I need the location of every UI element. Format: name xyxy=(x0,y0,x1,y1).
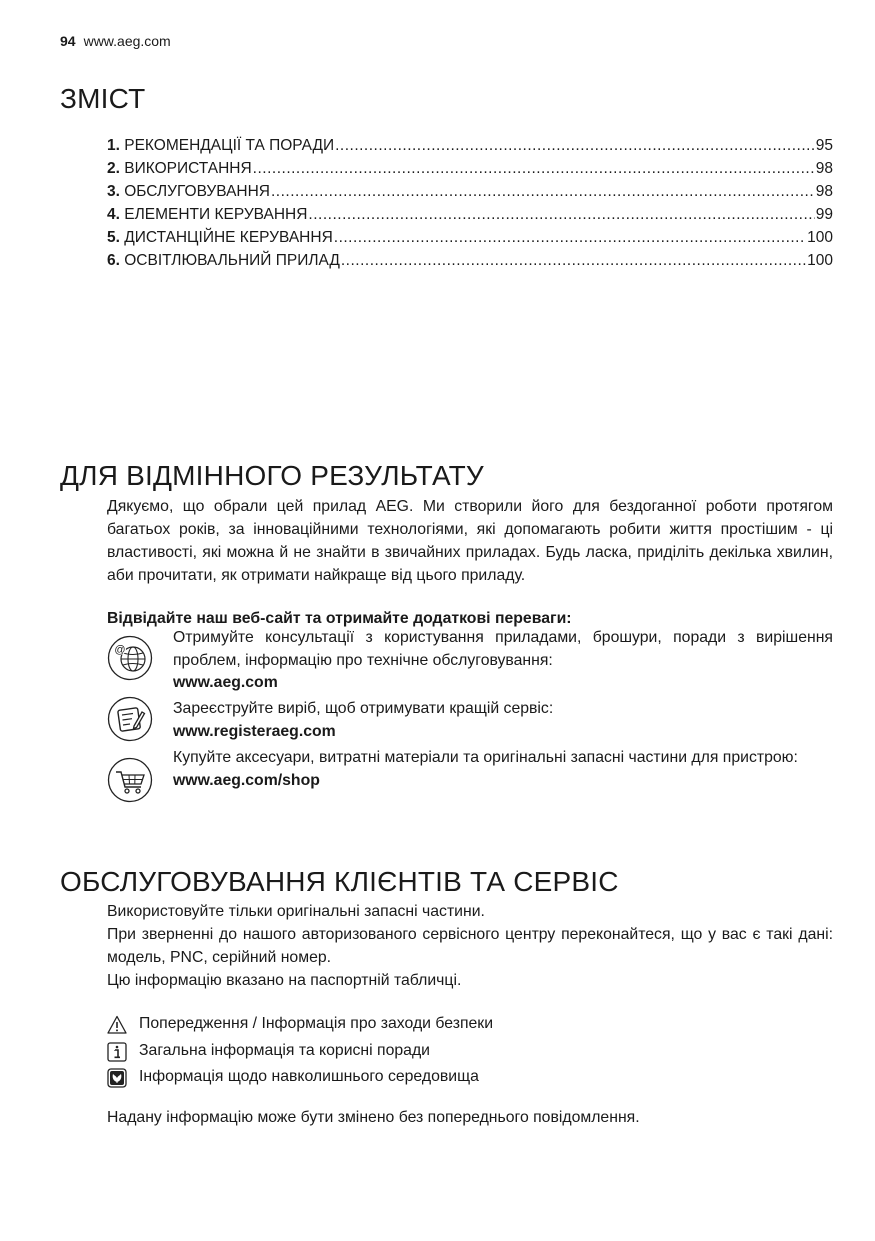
legend-text: Попередження / Інформація про заходи безпеки xyxy=(139,1015,494,1032)
results-title: ДЛЯ ВІДМІННОГО РЕЗУЛЬТАТУ xyxy=(60,460,484,491)
service-title: ОБСЛУГОВУВАННЯ КЛІЄНТІВ ТА СЕРВІС xyxy=(60,866,619,897)
service-line-2: При зверненні до нашого авторизованого сервісного центру переконайтеся, що у вас є такі дані: модель, PNC, серійний номер. xyxy=(107,926,833,966)
legend-text: Інформація щодо навколишнього середовища xyxy=(139,1068,479,1085)
web-item-text: Отримуйте консультації з користування приладами, брошури, поради з вирішення проблем, інформацію про технічне обслуговування: xyxy=(173,629,833,669)
contents-title: ЗМІСТ xyxy=(60,83,146,114)
web-item-link[interactable]: www.aeg.com xyxy=(173,674,278,691)
toc-item[interactable] xyxy=(107,160,833,183)
toc-item-page: 100 xyxy=(807,252,833,269)
toc-item-page: 99 xyxy=(815,206,833,223)
toc-item-number: 6. xyxy=(107,252,120,269)
toc-item-label: РЕКОМЕНДАЦІЇ ТА ПОРАДИ xyxy=(124,137,335,154)
visit-heading: Відвідайте наш веб-сайт та отримайте додаткові переваги: xyxy=(107,610,572,627)
toc-item-label: ВИКОРИСТАННЯ xyxy=(124,160,252,177)
service-line-3: Цю інформацію вказано на паспортній табличці. xyxy=(107,972,462,989)
web-item-text: Купуйте аксесуари, витратні матеріали та оригінальні запасні частини для пристрою: xyxy=(173,749,798,766)
shopping-cart-icon xyxy=(107,757,153,803)
change-notice: Надану інформацію може бути змінено без попереднього повідомлення. xyxy=(107,1109,640,1126)
toc-item-number: 2. xyxy=(107,160,120,177)
toc-item-label: ДИСТАНЦІЙНЕ КЕРУВАННЯ xyxy=(124,229,333,246)
toc-item-label: ОБСЛУГОВУВАННЯ xyxy=(124,183,270,200)
service-line-1: Використовуйте тільки оригінальні запасні частини. xyxy=(107,903,485,920)
svg-text:@: @ xyxy=(114,644,126,656)
web-item-link[interactable]: www.registeraeg.com xyxy=(173,722,336,740)
toc-item-number: 4. xyxy=(107,206,120,223)
toc-item-page: 98 xyxy=(815,160,833,177)
register-form-icon xyxy=(107,696,153,742)
page-header xyxy=(60,33,171,49)
header-site: www.aeg.com xyxy=(83,33,171,49)
toc-item-page: 100 xyxy=(807,229,833,246)
toc-item[interactable] xyxy=(107,137,833,160)
toc-item[interactable] xyxy=(107,229,833,252)
toc-item[interactable] xyxy=(107,252,833,275)
table-of-contents xyxy=(107,137,833,275)
legend-text: Загальна інформація та корисні поради xyxy=(139,1041,431,1059)
globe-at-icon xyxy=(107,635,153,681)
toc-item[interactable] xyxy=(107,206,833,229)
toc-item[interactable] xyxy=(107,183,833,206)
toc-item-number: 1. xyxy=(107,137,120,154)
web-item-link[interactable]: www.aeg.com/shop xyxy=(173,771,320,789)
toc-item-number: 5. xyxy=(107,229,120,246)
warning-triangle-icon xyxy=(107,1015,127,1035)
intro-paragraph: Дякуємо, що обрали цей прилад AEG. Ми створили його для бездоганної роботи протягом багатьох років, за інноваційними технологіями, які допомагають робити життя простішим - ці властивості, які можна й не знайти в звичайних приладах. Будь ласка, приділіть декілька хвилин, аби прочитати, як отримати найкраще від цього приладу. xyxy=(107,498,833,584)
toc-item-number: 3. xyxy=(107,183,120,200)
toc-item-page: 98 xyxy=(815,183,833,200)
page-number: 94 xyxy=(60,33,76,49)
web-item-text: Зареєструйте виріб, щоб отримувати кращій сервіс: xyxy=(173,700,554,717)
toc-item-page: 95 xyxy=(815,137,833,154)
toc-item-label: ЕЛЕМЕНТИ КЕРУВАННЯ xyxy=(124,206,308,223)
toc-item-label: ОСВІТЛЮВАЛЬНИЙ ПРИЛАД xyxy=(124,252,340,269)
environment-leaf-icon xyxy=(107,1068,127,1088)
info-icon xyxy=(107,1042,127,1062)
